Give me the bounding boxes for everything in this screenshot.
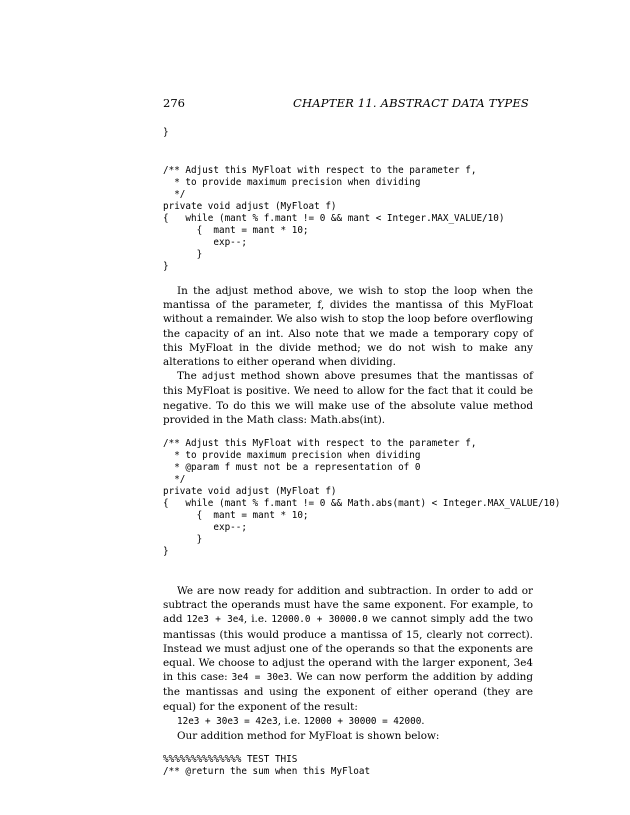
result-text-1: , i.e. bbox=[277, 714, 304, 727]
paragraph-adjust-explanation: In the adjust method above, we wish to stop the loop when the mantissa of the parameter, f, divides the mantissa of this MyFloat without a remainder. We also wish to stop the loop before overflowing the capacity of an int. Also note that we made a temporary copy of this MyFloat in the divide method; we do not wish to make any alterations to either operand when dividing. bbox=[163, 285, 533, 369]
paragraph-addition-result bbox=[163, 714, 533, 729]
inline-code-exponent-sum: 12e3 + 30e3 = 42e3 bbox=[177, 715, 278, 727]
paragraph-body-text: method shown above presumes that the mantissas of this MyFloat is positive. We need to allow for the fact that it could be negative. To do this we will make use of the absolute value method provided in the Math class: Math.abs(int). bbox=[163, 370, 534, 426]
paragraph-addition-intro bbox=[163, 584, 533, 714]
page-header bbox=[163, 96, 533, 116]
inline-code-adjust: adjust bbox=[201, 371, 236, 383]
paragraph-adjust-negative bbox=[163, 369, 533, 427]
page-number: 276 bbox=[163, 96, 185, 110]
code-block-adjust-method-abs: /** Adjust this MyFloat with respect to the parameter f, * to provide maximum precision when dividing * @param f must not be a representation of 0 */ private void adjust (MyFloat f) { while (mant % f.mant != 0 && Math.abs(mant) < Integer.MAX_VALUE/10) { mant = mant * 10; exp--; } } bbox=[163, 438, 561, 558]
code-block-adjust-method: /** Adjust this MyFloat with respect to the parameter f, * to provide maximum precision when dividing */ private void adjust (MyFloat f) { while (mant % f.mant != 0 && mant < Integer.MAX_VALUE/10) { mant = mant * 10; exp--; } } bbox=[163, 165, 505, 272]
result-text-2: . bbox=[421, 714, 425, 727]
inline-code-exponent-adjust: 3e4 = 30e3 bbox=[231, 672, 290, 684]
addition-text-4: . We can now perform the addition by adding the mantissas and using the exponent of either operand (they are equal) for the exponent of the result: bbox=[163, 671, 533, 713]
document-page bbox=[163, 96, 561, 778]
inline-code-decimal-example: 12000.0 + 30000.0 bbox=[271, 614, 368, 626]
addition-text-3: we cannot simply add the two mantissas (this would produce a mantissa of 15, clearly not correct). Instead we must adjust one of the operands so that the exponents are equal. We choose to adjust the operand with the larger exponent, 3e4 in this case: bbox=[163, 613, 533, 684]
addition-text-2: , i.e. bbox=[243, 613, 272, 626]
inline-code-sum-example: 12e3 + 3e4 bbox=[186, 614, 244, 626]
chapter-title: CHAPTER 11. ABSTRACT DATA TYPES bbox=[293, 96, 529, 110]
code-block-closing-brace: } bbox=[163, 127, 169, 138]
inline-code-decimal-sum: 12000 + 30000 = 42000 bbox=[303, 715, 422, 727]
addition-text-1: We are now ready for addition and subtraction. In order to add or subtract the operands must have the same exponent. For example, to add bbox=[163, 585, 533, 626]
paragraph-addition-method-intro: Our addition method for MyFloat is shown below: bbox=[177, 730, 440, 743]
paragraph-lead-text: The bbox=[177, 370, 202, 383]
code-block-addition-method: %%%%%%%%%%%%%% TEST THIS /** @return the sum when this MyFloat bbox=[163, 754, 371, 778]
